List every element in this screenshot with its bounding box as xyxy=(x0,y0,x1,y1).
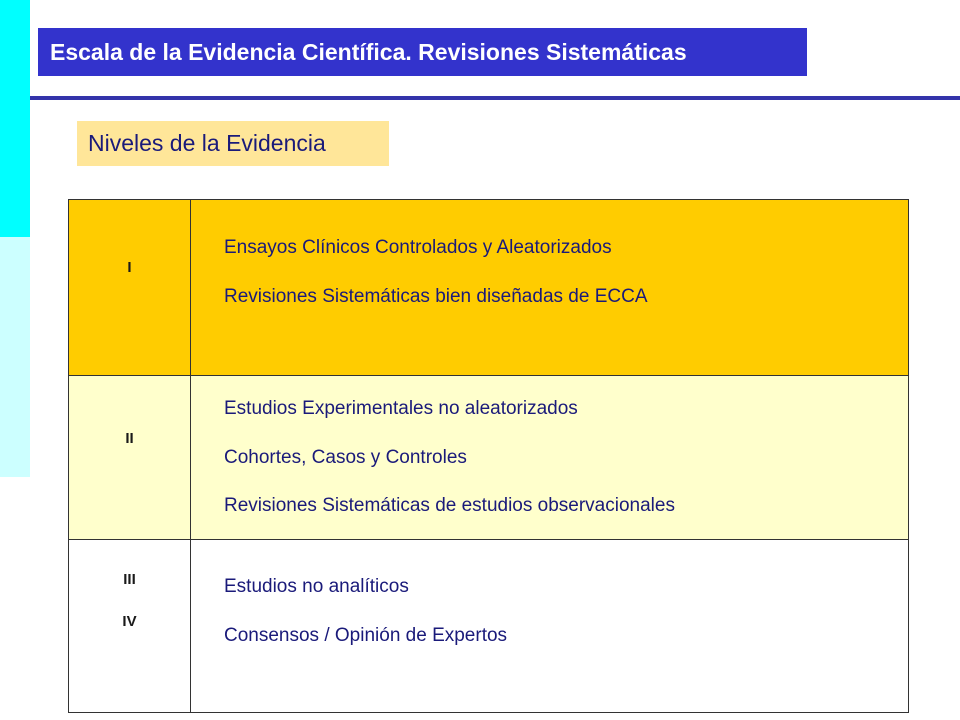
section-subtitle xyxy=(77,121,389,166)
level-label: II xyxy=(125,430,134,447)
evidence-item: Revisiones Sistemáticas de estudios observacionales xyxy=(224,495,675,516)
slide-title-text: Escala de la Evidencia Científica. Revisiones Sistemáticas xyxy=(50,38,687,65)
slide-title xyxy=(38,28,807,76)
evidence-item: Estudios Experimentales no aleatorizados xyxy=(224,398,578,419)
level-cell xyxy=(69,200,191,375)
level-label: III xyxy=(123,571,136,588)
evidence-item: Estudios no analíticos xyxy=(224,576,409,597)
evidence-item: Cohortes, Casos y Controles xyxy=(224,447,467,468)
evidence-item: Consensos / Opinión de Expertos xyxy=(224,625,508,646)
evidence-level-row-2 xyxy=(69,375,908,539)
evidence-item: Ensayos Clínicos Controlados y Aleatorizados xyxy=(224,237,612,258)
level-cell xyxy=(69,540,191,712)
level-label: IV xyxy=(122,613,137,630)
section-subtitle-text: Niveles de la Evidencia xyxy=(88,130,326,156)
left-accent-strip-bottom xyxy=(0,237,30,477)
left-accent-strip-top xyxy=(0,0,30,237)
level-cell xyxy=(69,376,191,539)
evidence-levels-table xyxy=(68,199,909,713)
evidence-level-row-3 xyxy=(69,539,908,712)
evidence-item: Revisiones Sistemáticas bien diseñadas de ECCA xyxy=(224,286,648,307)
level-label: I xyxy=(127,259,132,276)
evidence-level-row-1 xyxy=(69,200,908,375)
title-underline xyxy=(30,96,960,100)
